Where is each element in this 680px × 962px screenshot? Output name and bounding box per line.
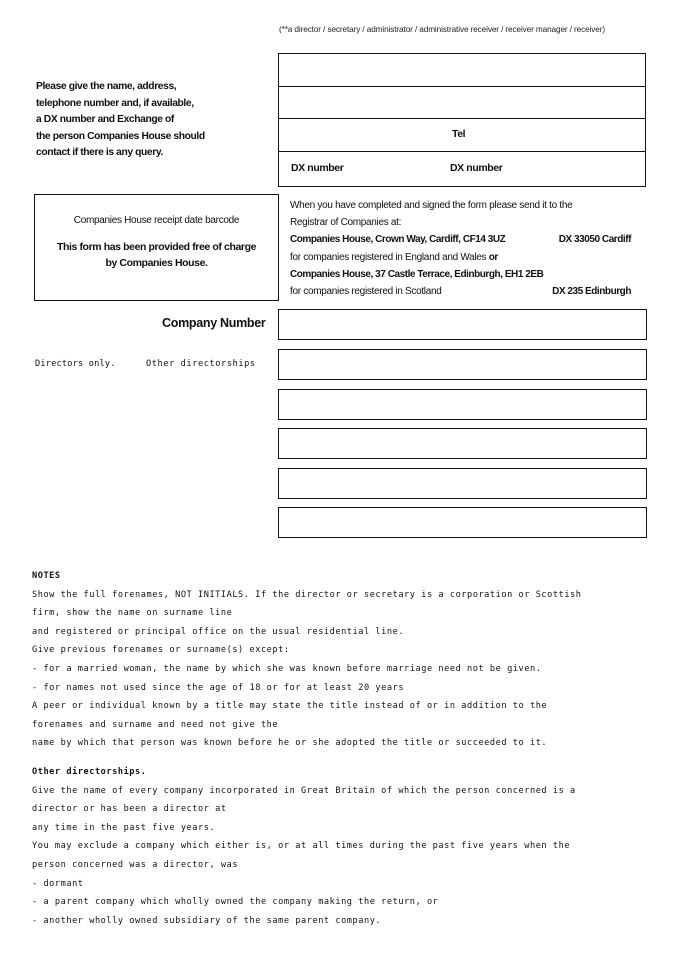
- receipt-barcode-box: [34, 194, 279, 301]
- company-number-label: Company Number: [162, 316, 266, 330]
- note-line: You may exclude a company which either is, or at all times during the past five years when the: [32, 841, 571, 852]
- other-directorships-label: Other directorships: [146, 359, 256, 369]
- note-line: firm, show the name on surname line: [32, 608, 233, 619]
- note-line: and registered or principal office on the usual residential line.: [32, 626, 405, 637]
- note-line: Give previous forenames or surname(s) except:: [32, 645, 290, 656]
- contact-instruction-line: Please give the name, address,: [36, 81, 177, 92]
- dx-exchange-label: DX number: [450, 161, 503, 174]
- contact-instruction-line: contact if there is any query.: [36, 147, 163, 159]
- edinburgh-dx: DX 235 Edinburgh: [552, 286, 631, 298]
- or-conjunction: or: [488, 251, 498, 263]
- other-directorship-field-2[interactable]: [278, 389, 647, 420]
- contact-details-box: [278, 53, 646, 187]
- dx-number-label: DX number: [291, 161, 344, 174]
- free-notice-line: by Companies House.: [105, 257, 208, 269]
- other-directorship-field-4[interactable]: [278, 468, 647, 499]
- other-directorship-field-5[interactable]: [278, 507, 647, 538]
- contact-instruction-line: the person Companies House should: [36, 130, 205, 142]
- edinburgh-address: Companies House, 37 Castle Terrace, Edinburgh, EH1 2EB: [290, 268, 544, 280]
- other-directorships-heading: Other directorships.: [32, 766, 147, 777]
- note-line: - another wholly owned subsidiary of the same parent company.: [32, 915, 382, 926]
- contact-instruction-line: telephone number and, if available,: [36, 97, 194, 109]
- notes-heading: NOTES: [32, 571, 61, 581]
- send-line: When you have completed and signed the form please send it to the: [290, 200, 573, 211]
- contact-instruction-line: a DX number and Exchange of: [36, 114, 174, 126]
- note-line: A peer or individual known by a title may state the title instead of or in addition to the: [32, 701, 548, 712]
- contact-dx-field[interactable]: [279, 152, 645, 186]
- tel-label: Tel: [452, 128, 466, 140]
- contact-address-field[interactable]: [279, 87, 645, 120]
- send-instructions: [290, 197, 650, 300]
- contact-tel-field[interactable]: [279, 119, 645, 152]
- note-line: - for names not used since the age of 18 or for at least 20 years: [32, 682, 405, 693]
- note-line: any time in the past five years.: [32, 822, 216, 833]
- other-directorship-field-1[interactable]: [278, 349, 647, 380]
- note-line: - for a married woman, the name by which she was known before marriage need not be given.: [32, 663, 542, 674]
- note-line: person concerned was a director, was: [32, 859, 239, 870]
- note-line: name by which that person was known before he or she adopted the title or succeeded to it.: [32, 738, 548, 749]
- contact-name-field[interactable]: [279, 54, 645, 87]
- notes-section: [32, 567, 672, 930]
- role-note: (**a director / secretary / administrator / administrative receiver / receiver manager / receiver): [279, 25, 606, 34]
- company-number-field[interactable]: [278, 309, 647, 340]
- scotland-note: for companies registered in Scotland: [290, 286, 442, 298]
- free-of-charge-notice: [35, 239, 278, 271]
- england-wales-note: for companies registered in England and Wales: [290, 251, 489, 263]
- directors-only-label: Directors only.: [35, 359, 116, 369]
- free-notice-line: This form has been provided free of charge: [56, 241, 257, 253]
- contact-instructions: [36, 79, 266, 162]
- note-line: Give the name of every company incorporated in Great Britain of which the person concerned is a: [32, 785, 576, 796]
- note-line: forenames and surname and need not give the: [32, 719, 279, 730]
- barcode-title: Companies House receipt date barcode: [73, 215, 240, 226]
- other-directorship-field-3[interactable]: [278, 428, 647, 459]
- cardiff-dx: DX 33050 Cardiff: [558, 234, 631, 246]
- send-line: Registrar of Companies at:: [290, 217, 402, 229]
- note-line: - dormant: [32, 878, 84, 889]
- note-line: Show the full forenames, NOT INITIALS. If the director or secretary is a corporation or Scottish: [32, 589, 582, 600]
- note-line: director or has been a director at: [32, 804, 227, 815]
- cardiff-address: Companies House, Crown Way, Cardiff, CF14 3UZ: [290, 234, 506, 246]
- note-line: - a parent company which wholly owned the company making the return, or: [32, 897, 439, 908]
